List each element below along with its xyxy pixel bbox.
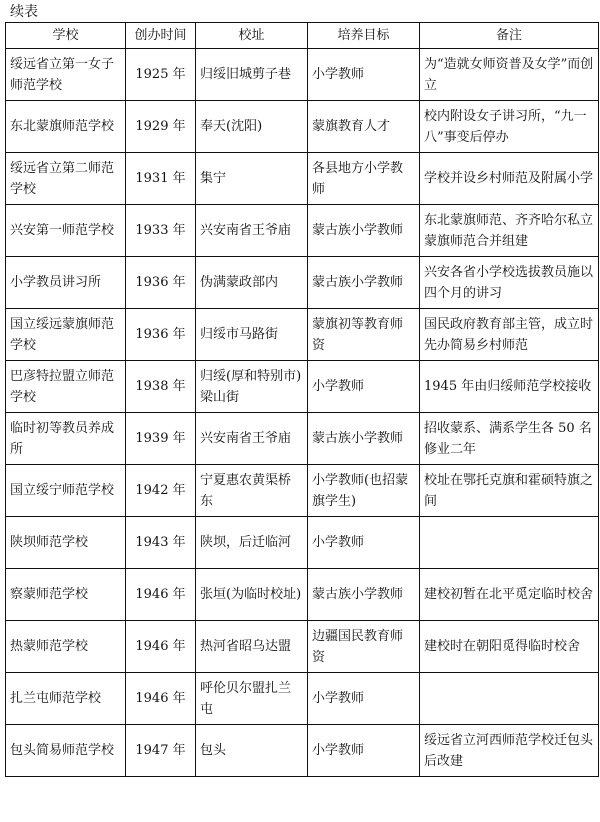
cell-site: 归绥旧城剪子巷 — [196, 49, 308, 101]
cell-note: 兴安各省小学校选拔教员施以四个月的讲习 — [420, 257, 599, 309]
table-row — [6, 101, 599, 153]
cell-site: 集宁 — [196, 153, 308, 205]
cell-goal: 蒙旗教育人才 — [308, 101, 420, 153]
cell-goal: 蒙古族小学教师 — [308, 205, 420, 257]
cell-school: 热蒙师范学校 — [6, 621, 126, 673]
cell-school: 绥远省立第二师范学校 — [6, 153, 126, 205]
table-row — [6, 621, 599, 673]
cell-note: 校址在鄂托克旗和霍硕特旗之间 — [420, 465, 599, 517]
cell-goal: 小学教师 — [308, 361, 420, 413]
table-row — [6, 465, 599, 517]
cell-year: 1936 年 — [126, 257, 196, 309]
cell-note: 为“造就女师资普及女学”而创立 — [420, 49, 599, 101]
cell-year: 1929 年 — [126, 101, 196, 153]
cell-school: 包头简易师范学校 — [6, 725, 126, 777]
cell-note: 建校初暂在北平觅定临时校舍 — [420, 569, 599, 621]
cell-goal: 小学教师 — [308, 725, 420, 777]
cell-site: 伪满蒙政部内 — [196, 257, 308, 309]
cell-goal: 蒙古族小学教师 — [308, 569, 420, 621]
cell-site: 兴安南省王爷庙 — [196, 205, 308, 257]
cell-note: 学校并设乡村师范及附属小学 — [420, 153, 599, 205]
cell-school: 陕坝师范学校 — [6, 517, 126, 569]
table-row — [6, 361, 599, 413]
cell-school: 东北蒙旗师范学校 — [6, 101, 126, 153]
cell-note: 东北蒙旗师范、齐齐哈尔私立蒙旗师范合并组建 — [420, 205, 599, 257]
cell-note: 招收蒙系、满系学生各 50 名修业二年 — [420, 413, 599, 465]
cell-year: 1947 年 — [126, 725, 196, 777]
cell-note: 校内附设女子讲习所，“九一八”事变后停办 — [420, 101, 599, 153]
table-caption: 续表 — [10, 4, 38, 20]
table-row — [6, 517, 599, 569]
table-body — [6, 49, 599, 777]
table-row — [6, 257, 599, 309]
header-row — [6, 23, 599, 49]
table-row — [6, 309, 599, 361]
cell-goal: 蒙古族小学教师 — [308, 257, 420, 309]
cell-site: 陕坝，后迁临河 — [196, 517, 308, 569]
cell-year: 1946 年 — [126, 673, 196, 725]
cell-year: 1933 年 — [126, 205, 196, 257]
cell-site: 兴安南省王爷庙 — [196, 413, 308, 465]
cell-note: 建校时在朝阳觅得临时校舍 — [420, 621, 599, 673]
cell-year: 1939 年 — [126, 413, 196, 465]
cell-goal: 小学教师 — [308, 517, 420, 569]
cell-note: 绥远省立河西师范学校迁包头后改建 — [420, 725, 599, 777]
cell-school: 察蒙师范学校 — [6, 569, 126, 621]
cell-note: 国民政府教育部主管，成立时先办简易乡村师范 — [420, 309, 599, 361]
cell-school: 临时初等教员养成所 — [6, 413, 126, 465]
cell-year: 1938 年 — [126, 361, 196, 413]
cell-site: 张垣(为临时校址) — [196, 569, 308, 621]
cell-year: 1942 年 — [126, 465, 196, 517]
table-row — [6, 569, 599, 621]
cell-goal: 边疆国民教育师资 — [308, 621, 420, 673]
cell-school: 巴彦特拉盟立师范学校 — [6, 361, 126, 413]
header-site: 校址 — [196, 23, 308, 49]
cell-goal: 蒙旗初等教育师资 — [308, 309, 420, 361]
cell-school: 兴安第一师范学校 — [6, 205, 126, 257]
cell-note — [420, 673, 599, 725]
table-row — [6, 153, 599, 205]
cell-goal: 小学教师(也招蒙旗学生) — [308, 465, 420, 517]
cell-site: 宁夏惠农黄渠桥东 — [196, 465, 308, 517]
header-note: 备注 — [420, 23, 599, 49]
header-school: 学校 — [6, 23, 126, 49]
cell-year: 1943 年 — [126, 517, 196, 569]
cell-year: 1925 年 — [126, 49, 196, 101]
cell-note: 1945 年由归绥师范学校接收 — [420, 361, 599, 413]
cell-site: 归绥市马路街 — [196, 309, 308, 361]
table-row — [6, 725, 599, 777]
schools-table — [5, 22, 599, 777]
cell-goal: 小学教师 — [308, 673, 420, 725]
cell-note — [420, 517, 599, 569]
table-row — [6, 673, 599, 725]
cell-school: 国立绥远蒙旗师范学校 — [6, 309, 126, 361]
table-row — [6, 205, 599, 257]
cell-goal: 蒙古族小学教师 — [308, 413, 420, 465]
table-row — [6, 49, 599, 101]
cell-school: 小学教员讲习所 — [6, 257, 126, 309]
cell-year: 1946 年 — [126, 569, 196, 621]
cell-site: 包头 — [196, 725, 308, 777]
header-year: 创办时间 — [126, 23, 196, 49]
table-row — [6, 413, 599, 465]
cell-site: 奉天(沈阳) — [196, 101, 308, 153]
cell-site: 热河省昭乌达盟 — [196, 621, 308, 673]
cell-site: 归绥(厚和特别市)梁山街 — [196, 361, 308, 413]
header-goal: 培养目标 — [308, 23, 420, 49]
cell-school: 绥远省立第一女子师范学校 — [6, 49, 126, 101]
cell-year: 1936 年 — [126, 309, 196, 361]
cell-goal: 小学教师 — [308, 49, 420, 101]
cell-school: 扎兰屯师范学校 — [6, 673, 126, 725]
cell-goal: 各县地方小学教师 — [308, 153, 420, 205]
cell-year: 1931 年 — [126, 153, 196, 205]
cell-site: 呼伦贝尔盟扎兰屯 — [196, 673, 308, 725]
cell-year: 1946 年 — [126, 621, 196, 673]
cell-school: 国立绥宁师范学校 — [6, 465, 126, 517]
